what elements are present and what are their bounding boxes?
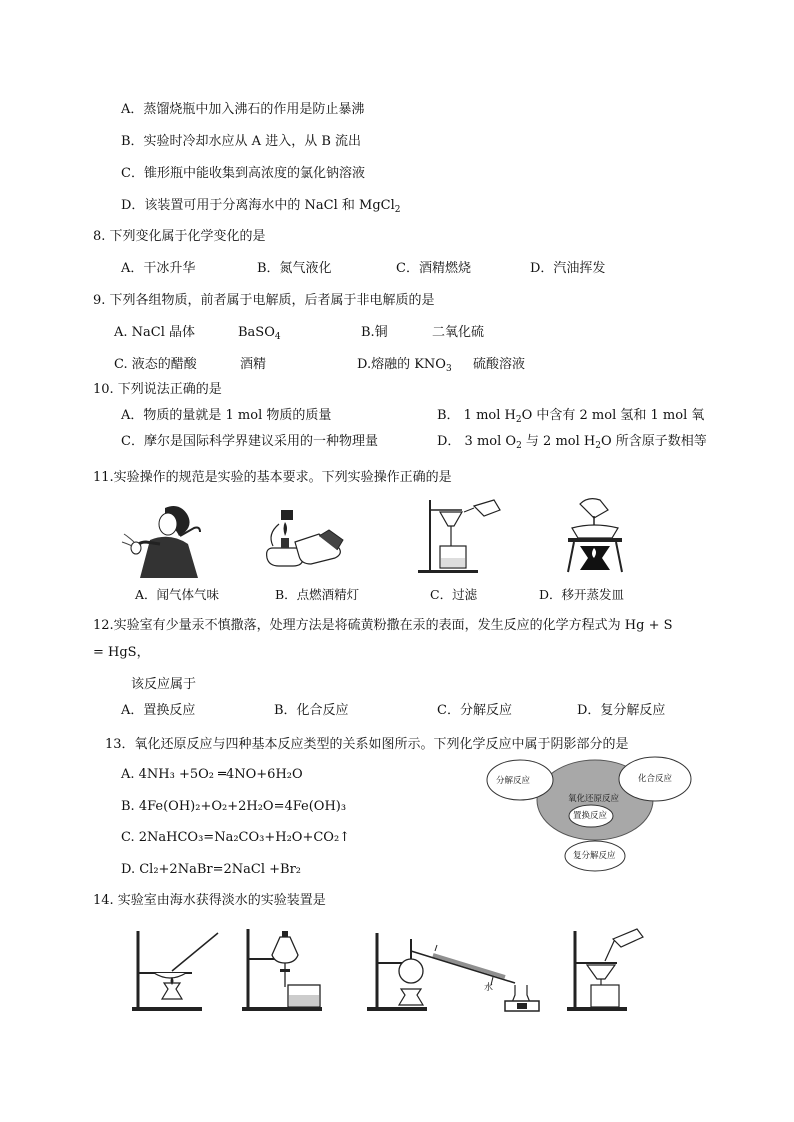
q13-label-decomposition: 分解反应 — [496, 776, 531, 786]
q11-stem: 11.实验操作的规范是实验的基本要求。下列实验操作正确的是 — [93, 470, 452, 485]
q13-option-a: A. 4NH₃ +5O₂ ═4NO+6H₂O — [121, 767, 303, 782]
q11-figure-d-remove-dish — [560, 496, 630, 576]
q9-option-d-first: D.熔融的 $KNO_3$ — [357, 357, 452, 374]
q9-option-c-first: C. 液态的醋酸 — [114, 357, 197, 372]
q13-label-double-displacement: 复分解反应 — [573, 851, 616, 861]
q11-figure-b-light-lamp — [255, 508, 350, 570]
q10-option-b: B． 1 mol $H_2O$ 中含有 2 mol 氢和 1 mol 氧 — [437, 408, 705, 425]
q12-option-a: A．置换反应 — [121, 703, 196, 718]
q12-option-b: B．化合反应 — [274, 703, 349, 718]
q9-option-b-first: B.铜 — [361, 325, 388, 340]
q11-figure-a-smell-gas — [120, 500, 210, 580]
q11-option-d: D．移开蒸发皿 — [539, 587, 625, 602]
q9-option-a-first: A. NaCl 晶体 — [114, 325, 196, 340]
q8-option-c: C．酒精燃烧 — [396, 261, 471, 276]
q14-apparatus-distillation — [365, 925, 550, 1020]
q7-option-a: A．蒸馏烧瓶中加入沸石的作用是防止暴沸 — [121, 102, 365, 117]
q14-apparatus-filtration — [565, 925, 655, 1015]
q9-stem: 9. 下列各组物质，前者属于电解质，后者属于非电解质的是 — [93, 293, 435, 308]
q14-apparatus-separatory-funnel — [240, 925, 330, 1015]
q10-option-c: C．摩尔是国际科学界建议采用的一种物理量 — [121, 434, 378, 449]
q11-option-c: C．过滤 — [430, 587, 478, 602]
q11-option-b: B．点燃酒精灯 — [275, 587, 360, 602]
q8-stem: 8. 下列变化属于化学变化的是 — [93, 229, 266, 244]
q13-option-b: B. 4Fe(OH)₂+O₂+2H₂O=4Fe(OH)₃ — [121, 799, 347, 814]
q13-stem: 13．氧化还原反应与四种基本反应类型的关系如图所示。下列化学反应中属于阴影部分的是 — [105, 737, 629, 752]
q13-label-combination: 化合反应 — [638, 774, 673, 784]
q13-label-redox: 氧化还原反应 — [568, 794, 620, 804]
q7-option-b: B．实验时冷却水应从 A 进入，从 B 流出 — [121, 134, 362, 149]
q8-option-a: A．干冰升华 — [121, 261, 196, 276]
q13-option-c: C. 2NaHCO₃=Na₂CO₃+H₂O+CO₂↑ — [121, 830, 351, 845]
q10-option-d: D． 3 mol $O_2$ 与 2 mol $H_2O$ 所含原子数相等 — [437, 434, 707, 451]
q12-stem-line1: 12.实验室有少量汞不慎撒落，处理方法是将硫黄粉撒在汞的表面，发生反应的化学方程式为 Hg + S — [93, 618, 673, 633]
q14-water-label: 水 — [484, 983, 494, 993]
q7-option-d: D．该装置可用于分离海水中的 NaCl 和 MgCl$_2$ — [121, 198, 401, 215]
q7-option-c: C．锥形瓶中能收集到高浓度的氯化钠溶液 — [121, 166, 365, 181]
q9-option-c-second: 酒精 — [240, 357, 267, 372]
q12-stem-line3: 该反应属于 — [131, 677, 197, 692]
q10-option-a: A．物质的量就是 1 mol 物质的质量 — [121, 408, 332, 423]
q11-option-a: A．闻气体气味 — [135, 587, 220, 602]
q12-option-d: D．复分解反应 — [577, 703, 666, 718]
q12-stem-line2: = HgS， — [93, 645, 150, 660]
q13-option-d: D. Cl₂+2NaBr=2NaCl +Br₂ — [121, 862, 301, 877]
q11-figure-c-filtration — [410, 496, 510, 576]
q8-option-d: D．汽油挥发 — [530, 261, 606, 276]
q9-option-a-second: BaSO$_4$ — [238, 325, 281, 342]
q10-stem: 10. 下列说法正确的是 — [93, 382, 222, 397]
q9-option-d-second: 硫酸溶液 — [473, 357, 526, 372]
q9-option-b-second: 二氧化硫 — [432, 325, 485, 340]
q12-option-c: C．分解反应 — [437, 703, 512, 718]
q14-stem: 14. 实验室由海水获得淡水的实验装置是 — [93, 893, 326, 908]
q13-label-displacement: 置换反应 — [573, 811, 608, 821]
q8-option-b: B．氮气液化 — [257, 261, 332, 276]
q14-apparatus-evaporation — [128, 925, 228, 1015]
